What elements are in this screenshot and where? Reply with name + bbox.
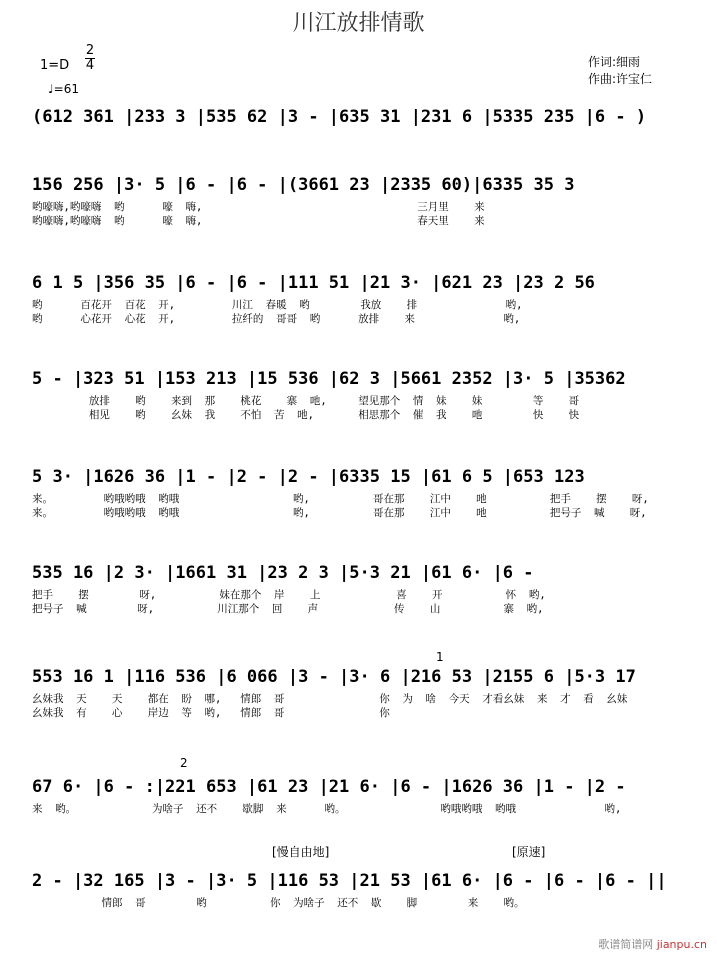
lyric-verse-1: 哟嚎嗨,哟嚎嗨 哟 嚎 嗨, 三月里 来 [32, 201, 485, 213]
notes-line: 6 1 5 |356 35 |6 - |6 - |111 51 |21 3· |621 23 |23 2 56 [32, 268, 692, 298]
page-title: 川江放排情歌 [292, 11, 425, 36]
lyric-verse-2: 哟嚎嗨,哟嚎嗨 哟 嚎 嗨, 春天里 来 [32, 215, 485, 227]
time-sig-bottom: 4 [85, 58, 95, 73]
watermark-site: 歌谱简谱网 [598, 938, 654, 951]
volta-2-label: 2 [180, 756, 188, 770]
time-signature [85, 44, 95, 73]
lyric-verse-1: 来。 哟哦哟哦 哟哦 哟, 哥在那 江中 吔 把手 摆 呀, [32, 493, 649, 505]
volta-1-label: 1 [436, 650, 444, 664]
a-tempo-mark: [原速] [512, 845, 546, 859]
lyric-verse-2: 相见 哟 幺妹 我 不怕 苦 吔, 相思那个 催 我 吔 快 快 [32, 409, 580, 421]
notes-line: 535 16 |2 3· |1661 31 |23 2 3 |5·3 21 |61 6· |6 - [32, 558, 692, 588]
system-1 [32, 102, 692, 132]
notes-line: 5 3· |1626 36 |1 - |2 - |2 - |6335 15 |61 6 5 |653 123 [32, 462, 692, 492]
lyric-verse-2: 幺妹我 有 心 岸边 等 哟, 情郎 哥 你 [32, 707, 390, 719]
system-2 [32, 170, 692, 228]
lyric-verse-2: 把号子 喊 呀, 川江那个 回 声 传 山 寨 哟, [32, 603, 544, 615]
notes-line: 5 - |323 51 |153 213 |15 536 |62 3 |5661 2352 |3· 5 |35362 [32, 364, 692, 394]
key-signature: 1=D [40, 58, 70, 73]
notes-line: 553 16 1 |116 536 |6 066 |3 - |3· 6 |216 53 |2155 6 |5·3 17 [32, 662, 692, 692]
system-4 [32, 364, 692, 422]
notes-line: 2 - |32 165 |3 - |3· 5 |116 53 |21 53 |61 6· |6 - |6 - |6 - || [32, 866, 692, 896]
system-6 [32, 558, 692, 616]
lyric-verse-1: 幺妹我 天 天 都在 盼 哪, 情郎 哥 你 为 啥 今天 才看幺妹 来 才 看 幺妹 [32, 693, 628, 705]
composer: 作曲:许宝仁 [588, 72, 653, 86]
tempo-rubato-mark: [慢自由地] [272, 845, 330, 859]
system-7 [32, 662, 692, 720]
lyric-verse-1: 情郎 哥 哟 你 为啥子 还不 歇 脚 来 哟。 [32, 897, 525, 909]
time-sig-top: 2 [85, 43, 95, 58]
notes-line: 156 256 |3· 5 |6 - |6 - |(3661 23 |2335 60)|6335 35 3 [32, 170, 692, 200]
lyric-verse-1: 放排 哟 来到 那 桃花 寨 吔, 望见那个 情 妹 妹 等 哥 [32, 395, 580, 407]
lyric-verse-1: 把手 摆 呀, 妹在那个 岸 上 喜 开 怀 哟, [32, 589, 546, 601]
notes-line: (612 361 |233 3 |535 62 |3 - |635 31 |231 6 |5335 235 |6 - ) [32, 102, 692, 132]
credits [588, 54, 652, 88]
lyric-verse-2: 来。 哟哦哟哦 哟哦 哟, 哥在那 江中 吔 把号子 喊 呀, [32, 507, 647, 519]
lyricist: 作词:细雨 [588, 55, 641, 69]
notes-line: 67 6· |6 - :|221 653 |61 23 |21 6· |6 - |1626 36 |1 - |2 - [32, 772, 692, 802]
tempo-marking: ♩=61 [48, 82, 79, 96]
lyric-verse-1: 哟 百花开 百花 开, 川江 春暖 哟 我放 排 哟, [32, 299, 523, 311]
watermark-url: jianpu.cn [656, 938, 707, 951]
system-9 [32, 866, 692, 910]
watermark [598, 936, 707, 952]
lyric-verse-1: 来 哟。 为啥子 还不 歇脚 来 哟。 哟哦哟哦 哟哦 哟, [32, 803, 622, 815]
system-5 [32, 462, 692, 520]
system-8 [32, 772, 692, 816]
lyric-verse-2: 哟 心花开 心花 开, 拉纤的 哥哥 哟 放排 来 哟, [32, 313, 521, 325]
system-3 [32, 268, 692, 326]
